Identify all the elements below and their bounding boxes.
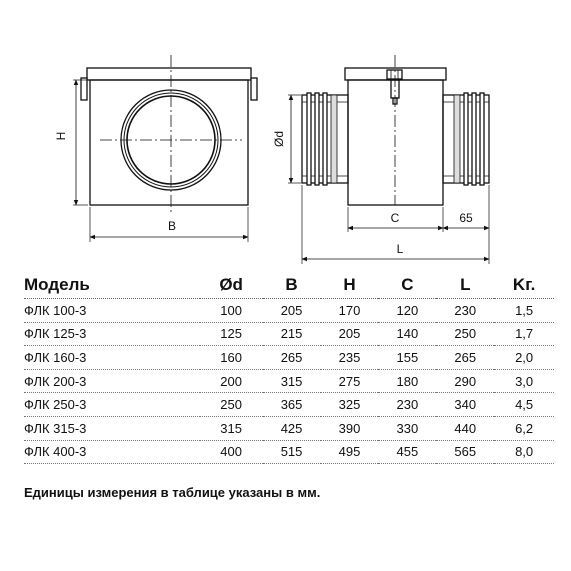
cell-model: ФЛК 400-3 bbox=[24, 440, 200, 464]
cell-model: ФЛК 200-3 bbox=[24, 369, 200, 393]
side-view bbox=[288, 55, 489, 264]
cell-weight: 3,0 bbox=[494, 369, 554, 393]
header-b: B bbox=[263, 272, 321, 299]
cell-b: 425 bbox=[263, 416, 321, 440]
cell-c: 180 bbox=[378, 369, 436, 393]
table-header-row bbox=[24, 272, 554, 299]
cell-diameter: 125 bbox=[200, 322, 263, 346]
cell-l: 250 bbox=[436, 322, 494, 346]
front-housing bbox=[90, 80, 248, 205]
cell-diameter: 400 bbox=[200, 440, 263, 464]
table-row bbox=[24, 346, 554, 370]
cell-b: 205 bbox=[263, 299, 321, 323]
cell-c: 120 bbox=[378, 299, 436, 323]
cell-h: 275 bbox=[321, 369, 379, 393]
front-left-clip bbox=[81, 78, 87, 100]
table-row bbox=[24, 440, 554, 464]
technical-drawing bbox=[0, 0, 571, 270]
cell-l: 265 bbox=[436, 346, 494, 370]
side-top-fitting bbox=[387, 70, 402, 79]
table-row bbox=[24, 299, 554, 323]
cell-b: 365 bbox=[263, 393, 321, 417]
cell-c: 330 bbox=[378, 416, 436, 440]
table-row bbox=[24, 322, 554, 346]
header-l: L bbox=[436, 272, 494, 299]
c-dimension-label: C bbox=[390, 211, 400, 225]
cell-diameter: 200 bbox=[200, 369, 263, 393]
cell-c: 155 bbox=[378, 346, 436, 370]
side-right-spigot bbox=[443, 93, 489, 185]
cell-model: ФЛК 315-3 bbox=[24, 416, 200, 440]
cell-l: 230 bbox=[436, 299, 494, 323]
cell-model: ФЛК 250-3 bbox=[24, 393, 200, 417]
cell-model: ФЛК 160-3 bbox=[24, 346, 200, 370]
cell-diameter: 315 bbox=[200, 416, 263, 440]
cell-l: 340 bbox=[436, 393, 494, 417]
cell-h: 205 bbox=[321, 322, 379, 346]
cell-b: 515 bbox=[263, 440, 321, 464]
cell-h: 235 bbox=[321, 346, 379, 370]
cell-b: 265 bbox=[263, 346, 321, 370]
cell-weight: 8,0 bbox=[494, 440, 554, 464]
specification-table bbox=[24, 272, 554, 464]
cell-diameter: 250 bbox=[200, 393, 263, 417]
front-housing-lid bbox=[87, 68, 251, 80]
cell-h: 170 bbox=[321, 299, 379, 323]
cell-weight: 4,5 bbox=[494, 393, 554, 417]
front-right-clip bbox=[251, 78, 257, 100]
side-housing bbox=[348, 80, 443, 205]
b-dimension-label: B bbox=[167, 219, 177, 233]
header-h: H bbox=[321, 272, 379, 299]
cell-l: 565 bbox=[436, 440, 494, 464]
cell-h: 495 bbox=[321, 440, 379, 464]
cell-l: 440 bbox=[436, 416, 494, 440]
cell-h: 325 bbox=[321, 393, 379, 417]
l-dimension-label: L bbox=[396, 242, 404, 256]
cell-diameter: 160 bbox=[200, 346, 263, 370]
spigot-dimension-label: 65 bbox=[459, 211, 473, 225]
cell-diameter: 100 bbox=[200, 299, 263, 323]
cell-c: 140 bbox=[378, 322, 436, 346]
h-dimension-label: H bbox=[54, 131, 68, 141]
header-diameter: Ød bbox=[200, 272, 263, 299]
cell-weight: 6,2 bbox=[494, 416, 554, 440]
cell-model: ФЛК 100-3 bbox=[24, 299, 200, 323]
cell-l: 290 bbox=[436, 369, 494, 393]
header-model: Модель bbox=[24, 272, 200, 299]
cell-c: 230 bbox=[378, 393, 436, 417]
cell-b: 215 bbox=[263, 322, 321, 346]
cell-weight: 2,0 bbox=[494, 346, 554, 370]
header-weight: Kг. bbox=[494, 272, 554, 299]
cell-h: 390 bbox=[321, 416, 379, 440]
front-view bbox=[73, 55, 257, 242]
cell-b: 315 bbox=[263, 369, 321, 393]
units-note: Единицы измерения в таблице указаны в мм. bbox=[24, 485, 321, 500]
table-row bbox=[24, 416, 554, 440]
table-row bbox=[24, 393, 554, 417]
cell-c: 455 bbox=[378, 440, 436, 464]
header-c: C bbox=[378, 272, 436, 299]
side-left-spigot bbox=[302, 93, 348, 185]
cell-weight: 1,5 bbox=[494, 299, 554, 323]
cell-weight: 1,7 bbox=[494, 322, 554, 346]
cell-model: ФЛК 125-3 bbox=[24, 322, 200, 346]
table-row bbox=[24, 369, 554, 393]
diameter-dimension-label: Ød bbox=[272, 130, 286, 148]
